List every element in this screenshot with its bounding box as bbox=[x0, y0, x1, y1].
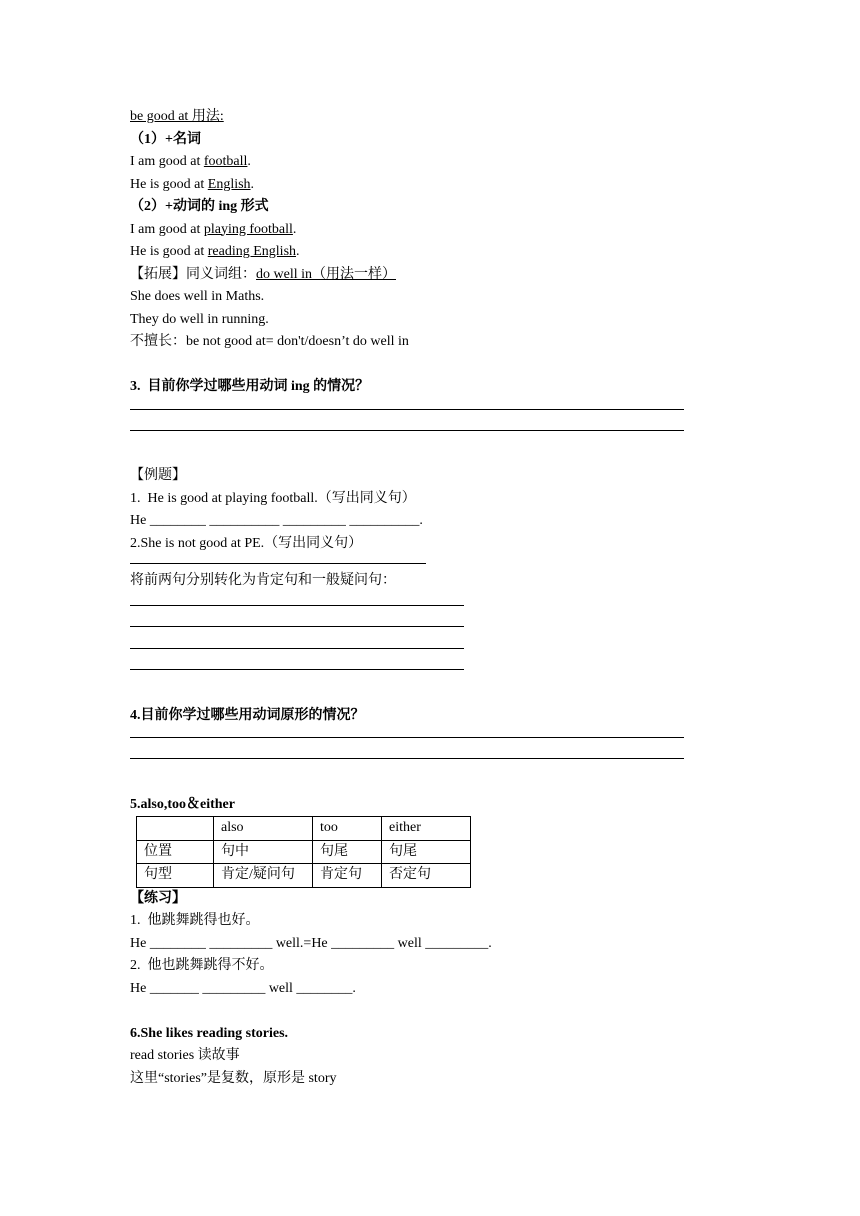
question-6-title: 6.She likes reading stories. bbox=[130, 1025, 289, 1041]
answer-line[interactable] bbox=[130, 555, 426, 564]
convert-instruction: 将前两句分别转化为肯定句和一般疑问句： bbox=[130, 573, 396, 588]
answer-line[interactable] bbox=[130, 399, 684, 410]
table-cell: 肯定句 bbox=[313, 864, 382, 888]
ing-example-2: He is good at reading English. bbox=[130, 244, 300, 259]
example-1-blank: He ________ __________ _________ __________. bbox=[130, 513, 423, 528]
spacer bbox=[130, 693, 690, 705]
extension-line: 【拓展】同义词组：do well in（用法一样） bbox=[130, 266, 396, 282]
table-cell: too bbox=[313, 817, 382, 841]
noun-usage-title: （1）+名词 bbox=[130, 131, 201, 147]
table-cell: either bbox=[382, 817, 471, 841]
document-page bbox=[130, 106, 690, 1090]
table-cell: 肯定/疑问句 bbox=[214, 864, 313, 888]
answer-line[interactable] bbox=[130, 649, 464, 671]
noun-example-2: He is good at English. bbox=[130, 176, 255, 192]
spacer bbox=[130, 782, 690, 794]
table-cell: 句中 bbox=[214, 840, 313, 864]
answer-line[interactable] bbox=[130, 738, 684, 759]
answer-line[interactable] bbox=[130, 627, 464, 649]
table-cell bbox=[137, 817, 214, 841]
table-header-row bbox=[137, 817, 471, 841]
ing-usage-title: （2）+动词的 ing 形式 bbox=[130, 199, 269, 214]
answer-line[interactable] bbox=[130, 410, 684, 431]
q6-line-1: read stories 读故事 bbox=[130, 1048, 240, 1063]
also-too-either-table bbox=[136, 816, 471, 888]
question-4-title: 4.目前你学过哪些用动词原形的情况？ bbox=[130, 707, 365, 723]
spacer bbox=[130, 354, 690, 377]
spacer bbox=[130, 453, 690, 465]
practice-1: 1. 他跳舞跳得也好。 bbox=[130, 913, 260, 928]
table-cell: 句型 bbox=[137, 864, 214, 888]
example-2: 2.She is not good at PE.（写出同义句） bbox=[130, 535, 363, 551]
table-row bbox=[137, 840, 471, 864]
q6-line-2: 这里“stories”是复数，原形是 story bbox=[130, 1070, 337, 1086]
be-good-at-heading: be good at 用法: bbox=[130, 109, 224, 124]
examples-heading: 【例题】 bbox=[130, 468, 186, 483]
extension-example-2: They do well in running. bbox=[130, 311, 269, 327]
table-row bbox=[137, 864, 471, 888]
answer-line[interactable] bbox=[130, 606, 464, 628]
spacer bbox=[130, 431, 690, 454]
table-cell: also bbox=[214, 817, 313, 841]
answer-line[interactable] bbox=[130, 727, 684, 738]
practice-1-blank: He ________ _________ well.=He _________ well _________. bbox=[130, 935, 492, 951]
ing-example-1: I am good at playing football. bbox=[130, 221, 297, 237]
table-cell: 句尾 bbox=[382, 840, 471, 864]
noun-example-1: I am good at football. bbox=[130, 154, 251, 169]
not-good-at-line: 不擅长：be not good at= don't/doesn’t do well in bbox=[130, 334, 409, 349]
table-cell: 位置 bbox=[137, 840, 214, 864]
example-1: 1. He is good at playing football.（写出同义句） bbox=[130, 490, 416, 506]
extension-example-1: She does well in Maths. bbox=[130, 289, 265, 304]
practice-heading: 【练习】 bbox=[130, 890, 186, 906]
table-cell: 否定句 bbox=[382, 864, 471, 888]
question-3-title: 3. 目前你学过哪些用动词 ing 的情况？ bbox=[130, 379, 370, 394]
table-cell: 句尾 bbox=[313, 840, 382, 864]
spacer bbox=[130, 759, 690, 782]
practice-2: 2. 他也跳舞跳得不好。 bbox=[130, 958, 274, 973]
practice-2-blank: He _______ _________ well ________. bbox=[130, 980, 356, 996]
spacer bbox=[130, 670, 690, 693]
question-5-title: 5.also,too＆either bbox=[130, 796, 235, 812]
spacer bbox=[130, 1000, 690, 1023]
answer-line[interactable] bbox=[130, 593, 464, 606]
